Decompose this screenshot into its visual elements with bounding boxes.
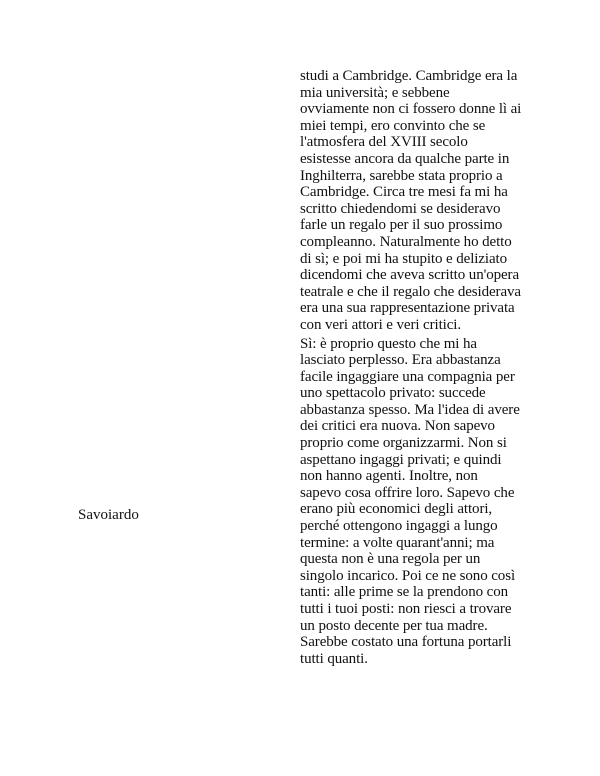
paragraph-2 [300,336,532,668]
text-line: proprio come organizzarmi. Non si [300,435,507,452]
text-line: Cambridge. Circa tre mesi fa mi ha [300,184,508,201]
text-line: l'atmosfera del XVIII secolo [300,134,468,151]
text-line: erano più economici degli attori, [300,501,493,518]
text-line: dicendomi che aveva scritto un'opera [300,267,520,284]
text-line: con veri attori e veri critici. [300,316,461,333]
text-line: scritto chiedendomi se desideravo [300,200,501,217]
text-line: perché ottengono ingaggi a lungo [300,518,498,535]
text-line: miei tempi, ero convinto che se [300,117,486,134]
text-line: era una sua rappresentazione privata [300,300,515,317]
text-line: facile ingaggiare una compagnia per [300,368,515,385]
text-line: di sì; e poi mi ha stupito e deliziato [300,250,507,267]
text-line: lasciato perplesso. Era abbastanza [300,352,501,369]
text-line: termine: a volte quarant'anni; ma [300,534,495,551]
text-line: farle un regalo per il suo prossimo [300,217,503,234]
text-line: un posto decente per tua madre. [300,617,488,634]
text-line: uno spettacolo privato: succede [300,385,486,402]
text-line: aspettano ingaggi privati; e quindi [300,451,502,468]
text-line: singolo incarico. Poi ce ne sono così [300,567,516,584]
text-line: esistesse ancora da qualche parte in [300,150,510,167]
paragraph-1 [300,68,532,334]
text-line: Sarebbe costato una fortuna portarli [300,634,512,651]
text-line: mia università; e sebbene [300,84,450,101]
text-line: Sì: è proprio questo che mi ha [300,335,477,352]
text-line: tutti i tuoi posti: non riesci a trovare [300,601,512,617]
dialogue-text [300,68,532,669]
text-line: non hanno agenti. Inoltre, non [300,468,478,485]
text-line: questa non è una regola per un [300,551,481,568]
speaker-name: Savoiardo [78,507,139,523]
text-line: compleanno. Naturalmente ho detto [300,233,512,250]
text-line: abbastanza spesso. Ma l'idea di avere [300,401,520,418]
text-line: teatrale e che il regalo che desiderava [300,283,521,300]
text-line: tutti quanti. [300,650,368,667]
text-line: studi a Cambridge. Cambridge era la [300,68,518,84]
text-line: tanti: alle prime se la prendono con [300,584,508,601]
text-line: ovviamente non ci fossero donne lì ai [300,101,522,118]
text-line: Inghilterra, sarebbe stata proprio a [300,167,503,184]
text-line: sapevo cosa offrire loro. Sapevo che [300,484,515,501]
text-line: dei critici era nuova. Non sapevo [300,418,495,435]
